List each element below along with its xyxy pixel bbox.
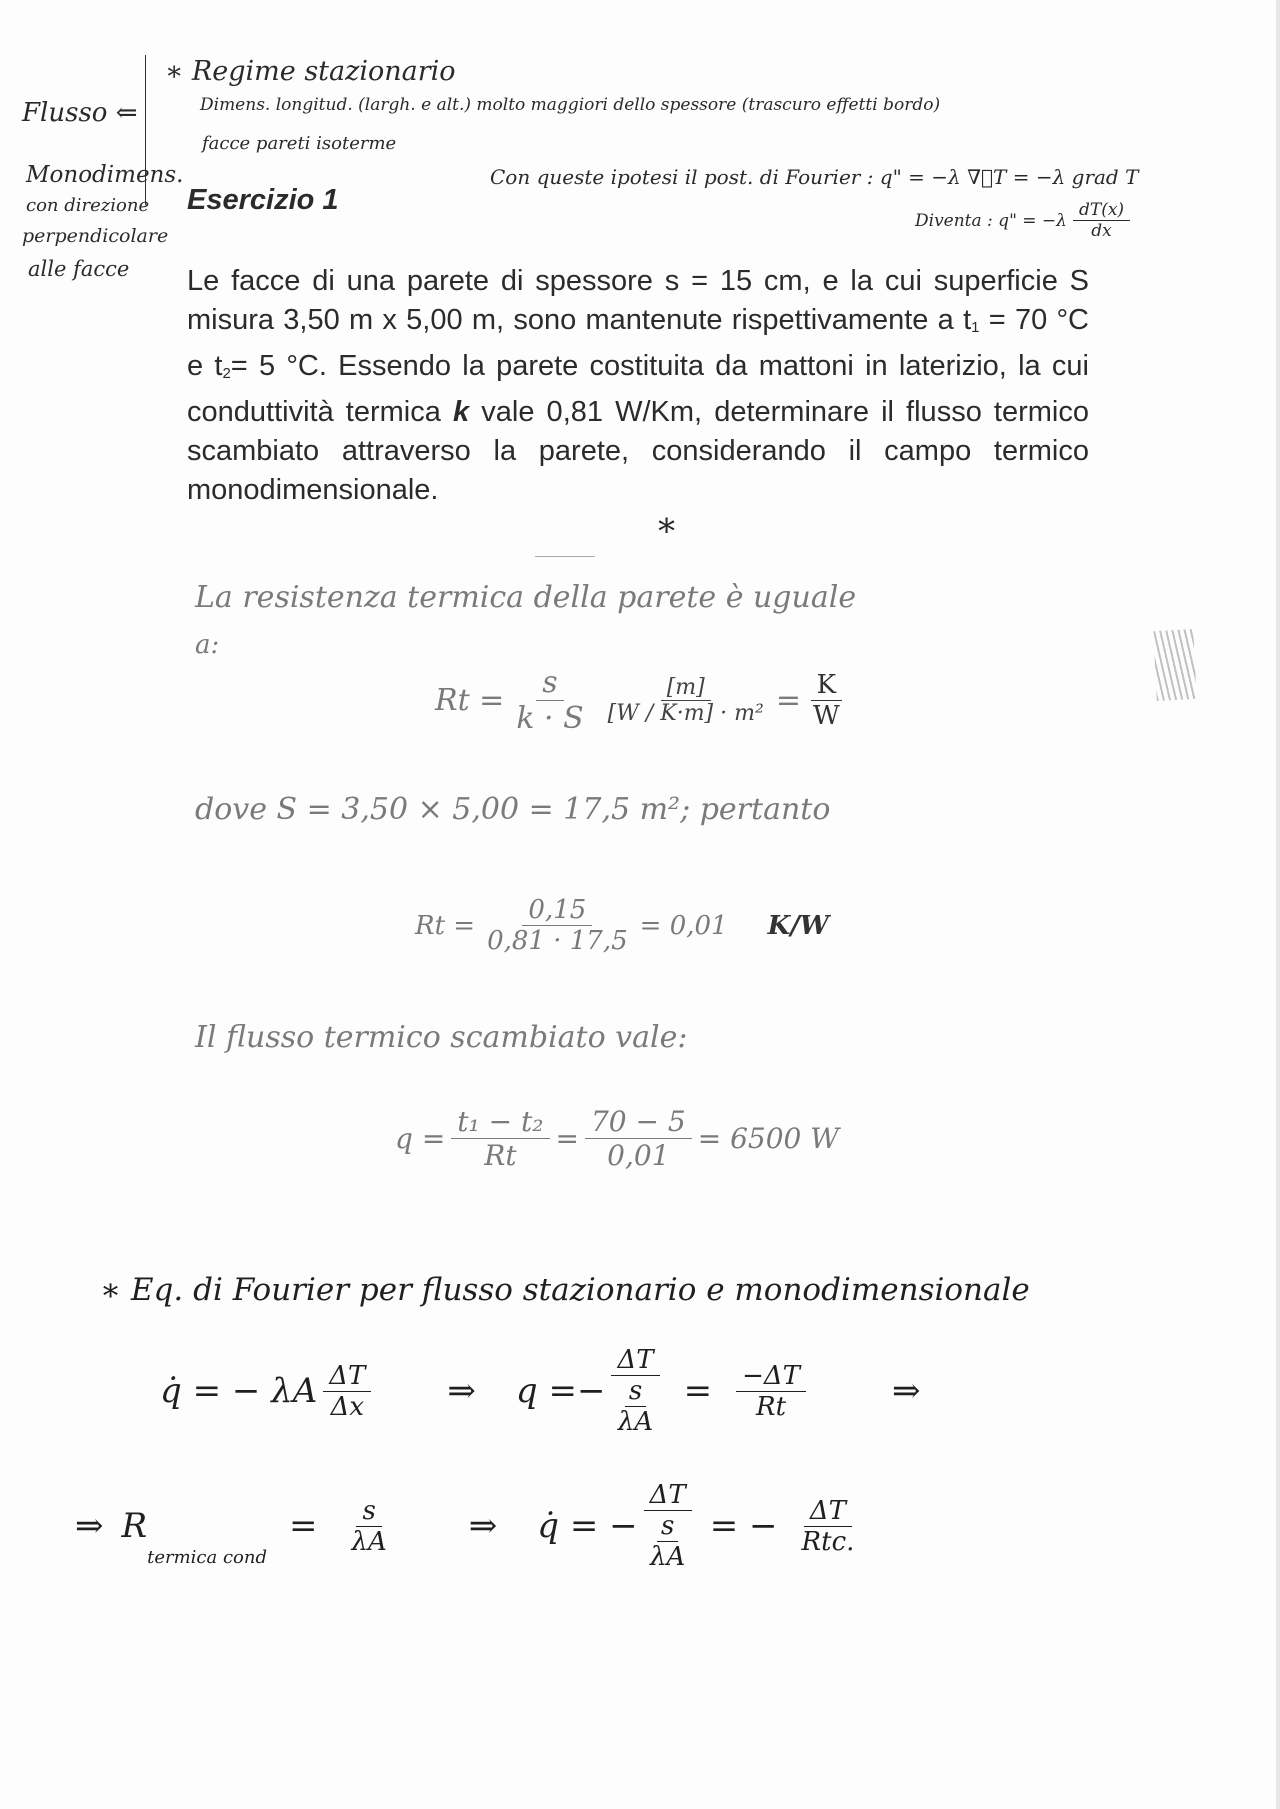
fraction-denominator: Δx [330,1391,365,1422]
compound-fraction [644,1480,692,1572]
resistance-intro-cont: a: [195,630,220,660]
q-label: q = [515,1371,577,1411]
fraction-numerator: ΔT [323,1361,371,1392]
fourier-heading: ∗ Eq. di Fourier per flusso stazionario e monodimensionale [100,1272,1030,1308]
fraction-denominator: Rt [756,1391,787,1422]
inner-numerator: s [657,1511,678,1542]
exercise-text: Le facce di una parete di spessore s = 15 cm, e la cui superficie S misura 3,50 m x 5,00 m, sono mantenute rispettivamente a $t_1 = 70$ °C e $t_2= 5$ °C. Essendo la parete costituita da mattoni in laterizio, la cui conduttività termica k vale 0,81 W/Km, determinare il flusso termico scambiato attraverso la parete, considerando il campo termico monodimensionale. [187,265,1090,506]
q-dot-label: q̇ = − [537,1506,638,1546]
minus-sign: − [576,1371,606,1411]
area-line: dove S = 3,50 × 5,00 = 17,5 m²; pertanto [195,792,831,827]
rt-result: = 0,01 [639,910,728,941]
exercise-title: Esercizio 1 [187,184,339,216]
delta-fraction [323,1361,371,1422]
equals-sign: = [289,1506,318,1546]
rt-value [415,895,829,956]
rt-unit: K/W [767,910,829,941]
fraction-numerator: K [811,670,842,701]
implies-arrow: ⇒ [468,1506,498,1546]
margin-note-flusso: Flusso ⇐ [22,98,138,128]
separator-dash [535,556,595,557]
rt-fraction [510,665,589,736]
fraction-denominator [612,1376,659,1437]
fraction-numerator: [m] [661,675,711,701]
equals-sign: = [683,1371,713,1411]
inner-denominator: λA [650,1542,686,1572]
note-facce-isoterme: facce pareti isoterme [202,133,397,154]
margin-note-line: Monodimens. [26,162,184,188]
fraction-numerator: ΔT [804,1496,852,1527]
fraction-denominator: 0,01 [607,1139,670,1172]
q-result: = 6500 W [697,1122,840,1155]
fraction-numerator: s [536,665,563,701]
note-fourier-postulate: Con queste ipotesi il post. di Fourier : q" = −λ ∇⃗T = −λ grad T [490,165,1139,189]
q-lhs: q = [395,1122,446,1155]
rt-lhs: Rt = [415,910,476,941]
note-regime-stazionario: ∗ Regime stazionario [165,56,456,87]
fraction-numerator: 70 − 5 [585,1105,692,1139]
fraction-denominator: λA [351,1526,387,1557]
asterisk-mark: ∗ [655,505,679,545]
fourier-equation-1 [160,1345,921,1437]
resistance-fraction [796,1496,861,1557]
rt-lhs: Rt = [435,683,505,718]
inner-denominator: λA [617,1407,654,1437]
q-fraction-symbolic [451,1105,549,1172]
inner-numerator: s [625,1376,646,1407]
fraction-numerator: 0,15 [522,895,592,926]
fraction-denominator: Rt [484,1139,517,1172]
fraction-numerator: ΔT [611,1345,659,1376]
fraction-denominator: k · S [516,701,584,736]
fraction-denominator: W [812,701,840,731]
fraction-denominator [644,1511,691,1572]
q-value [395,1105,839,1172]
implies-arrow: ⇒ [75,1506,104,1546]
fraction-numerator: −ΔT [736,1361,806,1392]
unit-result [807,670,846,731]
implies-arrow: ⇒ [447,1371,476,1411]
q-dot-lhs: q̇ = − λA [160,1371,318,1411]
compound-fraction [611,1345,659,1437]
r-subscript: termica cond [147,1547,267,1568]
fraction-numerator: t₁ − t₂ [451,1105,549,1139]
resistance-fraction [736,1361,806,1422]
r-symbol: R [121,1506,148,1546]
pencil-scribble [1153,629,1197,701]
fraction-numerator: s [356,1496,381,1527]
fraction-denominator: dx [1091,221,1112,241]
resistance-intro: La resistenza termica della parete è uguale [195,580,857,615]
margin-note-line: alle facce [28,257,130,281]
fraction-denominator: Rtc. [801,1526,855,1557]
derivative-fraction [1073,200,1130,241]
q-fraction-numeric [585,1105,692,1172]
flux-intro: Il flusso termico scambiato vale: [195,1020,688,1055]
equals-sign: = [555,1122,579,1155]
fourier-equation-2 [75,1480,866,1572]
page-edge [1276,0,1280,1809]
s-over-lambda-a [346,1496,393,1557]
implies-arrow: ⇒ [892,1371,921,1411]
margin-note-line: con direzione [26,195,150,216]
rt-formula [435,665,852,736]
fraction-denominator: 0,81 · 17,5 [487,926,628,956]
equals-sign: = [775,683,801,718]
margin-note-line: perpendicolare [22,225,169,247]
unit-fraction [602,675,770,726]
fraction-numerator: dT(x) [1073,200,1130,221]
rt-value-fraction [481,895,634,956]
diventa-label: Diventa : q" = −λ [915,210,1067,231]
fraction-numerator: ΔT [644,1480,692,1511]
note-diventa [915,200,1136,241]
note-dimensioni: Dimens. longitud. (largh. e alt.) molto maggiori dello spessore (trascuro effetti bordo) [200,95,941,115]
equals-sign: = − [709,1506,778,1546]
fraction-denominator: [W / K·m] · m² [607,701,764,726]
